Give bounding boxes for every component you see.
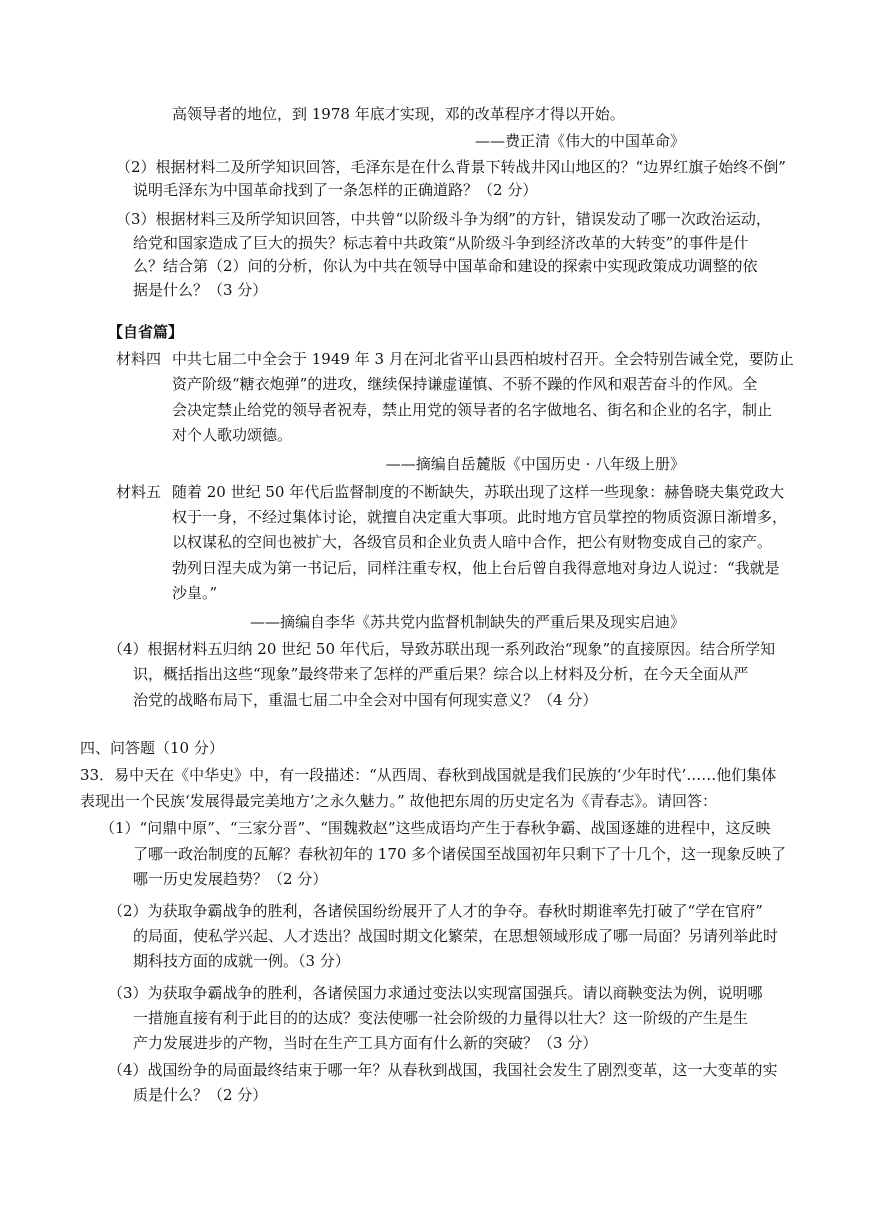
question-3-line-2: 给党和国家造成了巨大的损失？标志着中共政策“从阶级斗争到经济改革的大转变”的事件是什 bbox=[133, 234, 749, 252]
material-5-label: 材料五 bbox=[116, 483, 162, 501]
question-33-3-line-3: 产力发展进步的产物，当时在生产工具方面有什么新的突破？（3 分） bbox=[133, 1034, 598, 1052]
material-4-label: 材料四 bbox=[116, 350, 162, 368]
question-4-line-2: 识，概括指出这些“现象”最终带来了怎样的严重后果？综合以上材料及分析，在今天全面从严 bbox=[133, 665, 749, 683]
material-3-continuation: 高领导者的地位，到 1978 年底才实现，邓的改革程序才得以开始。 bbox=[172, 105, 625, 123]
question-33-3-line-1: （3）为获取争霸战争的胜利，各诸侯国力求通过变法以实现富国强兵。请以商鞅变法为例，说明哪 bbox=[108, 984, 763, 1002]
material-5-line-5: 沙皇。” bbox=[172, 584, 218, 602]
question-33-1-line-3: 哪一历史发展趋势？（2 分） bbox=[133, 870, 328, 888]
section-heading-qa: 四、问答题（10 分） bbox=[80, 739, 224, 757]
question-3-line-3: 么？结合第（2）问的分析，你认为中共在领导中国革命和建设的探索中实现政策成功调整的依 bbox=[133, 257, 758, 275]
question-33-4-line-1: （4）战国纷争的局面最终结束于哪一年？从春秋到战国，我国社会发生了剧烈变革，这一大变革的实 bbox=[108, 1061, 778, 1079]
question-33-line-1: 33．易中天在《中华史》中，有一段描述：“从西周、春秋到战国就是我们民族的‘少年时代’……他们集体 bbox=[80, 766, 777, 784]
question-33-2-line-2: 的局面，使私学兴起、人才迭出？战国时期文化繁荣，在思想领域形成了哪一局面？另请列举此时 bbox=[133, 927, 779, 945]
material-5-line-4: 勃列日涅夫成为第一书记后，同样注重专权，他上台后曾自我得意地对身边人说过：“我就是 bbox=[172, 559, 780, 577]
question-3-line-1: （3）根据材料三及所学知识回答，中共曾“以阶级斗争为纲”的方针，错误发动了哪一次政治运动， bbox=[116, 210, 771, 228]
question-33-2-line-1: （2）为获取争霸战争的胜利，各诸侯国纷纷展开了人才的争夺。春秋时期谁率先打破了“学在官府” bbox=[108, 902, 763, 920]
material-5-line-2: 权于一身，不经过集体讨论，就擅自决定重大事项。此时地方官员掌控的物质资源日渐增多， bbox=[172, 508, 788, 526]
question-33-line-2: 表现出一个民族‘发展得最完美地方’之永久魅力。” 故他把东周的历史定名为《青春志》。请回答： bbox=[80, 792, 717, 810]
question-33-3-line-2: 一措施直接有利于此目的的达成？变法使哪一社会阶级的力量得以壮大？这一阶级的产生是生 bbox=[133, 1009, 749, 1027]
material-4-line-3: 会决定禁止给党的领导者祝寿，禁止用党的领导者的名字做地名、街名和企业的名字，制止 bbox=[172, 401, 773, 419]
material-5-line-3: 以权谋私的空间也被扩大，各级官员和企业负责人暗中合作，把公有财物变成自己的家产。 bbox=[172, 533, 773, 551]
question-33-2-line-3: 期科技方面的成就一例。（3 分） bbox=[133, 952, 350, 970]
section-heading-self-reflection: 【自省篇】 bbox=[108, 323, 184, 341]
material-3-source: ——费正清《伟大的中国革命》 bbox=[474, 132, 685, 150]
material-5-line-1: 随着 20 世纪 50 年代后监督制度的不断缺失，苏联出现了这样一些现象：赫鲁晓夫集党政大 bbox=[172, 483, 785, 501]
question-3-line-4: 据是什么？（3 分） bbox=[133, 281, 268, 299]
question-33-1-line-2: 了哪一政治制度的瓦解？春秋初年的 170 多个诸侯国至战国初年只剩下了十几个，这一现象反映了 bbox=[133, 845, 787, 863]
question-2-line-2: 说明毛泽东为中国革命找到了一条怎样的正确道路？（2 分） bbox=[133, 181, 538, 199]
question-33-1-line-1: （1）“问鼎中原”、“三家分晋”、“围魏救赵”这些成语均产生于春秋争霸、战国逐雄的进程中，这反映 bbox=[100, 819, 771, 837]
material-4-source: ——摘编自岳麓版《中国历史 · 八年级上册》 bbox=[385, 455, 685, 473]
question-4-line-1: （4）根据材料五归纳 20 世纪 50 年代后，导致苏联出现一系列政治“现象”的直接原因。结合所学知 bbox=[108, 640, 776, 658]
material-4-line-1: 中共七届二中全会于 1949 年 3 月在河北省平山县西柏坡村召开。全会特别告诫全党，要防止 bbox=[172, 350, 794, 368]
question-33-4-line-2: 质是什么？（2 分） bbox=[133, 1086, 268, 1104]
material-4-line-2: 资产阶级“糖衣炮弹”的进攻，继续保持谦虚谨慎、不骄不躁的作风和艰苦奋斗的作风。全 bbox=[172, 375, 758, 393]
question-4-line-3: 治党的战略布局下，重温七届二中全会对中国有何现实意义？（4 分） bbox=[133, 691, 598, 709]
material-4-line-4: 对个人歌功颂德。 bbox=[172, 426, 293, 444]
question-2-line-1: （2）根据材料二及所学知识回答，毛泽东是在什么背景下转战井冈山地区的？“边界红旗子始终不倒” bbox=[116, 158, 786, 176]
material-5-source: ——摘编自李华《苏共党内监督机制缺失的严重后果及现实启迪》 bbox=[249, 613, 685, 631]
